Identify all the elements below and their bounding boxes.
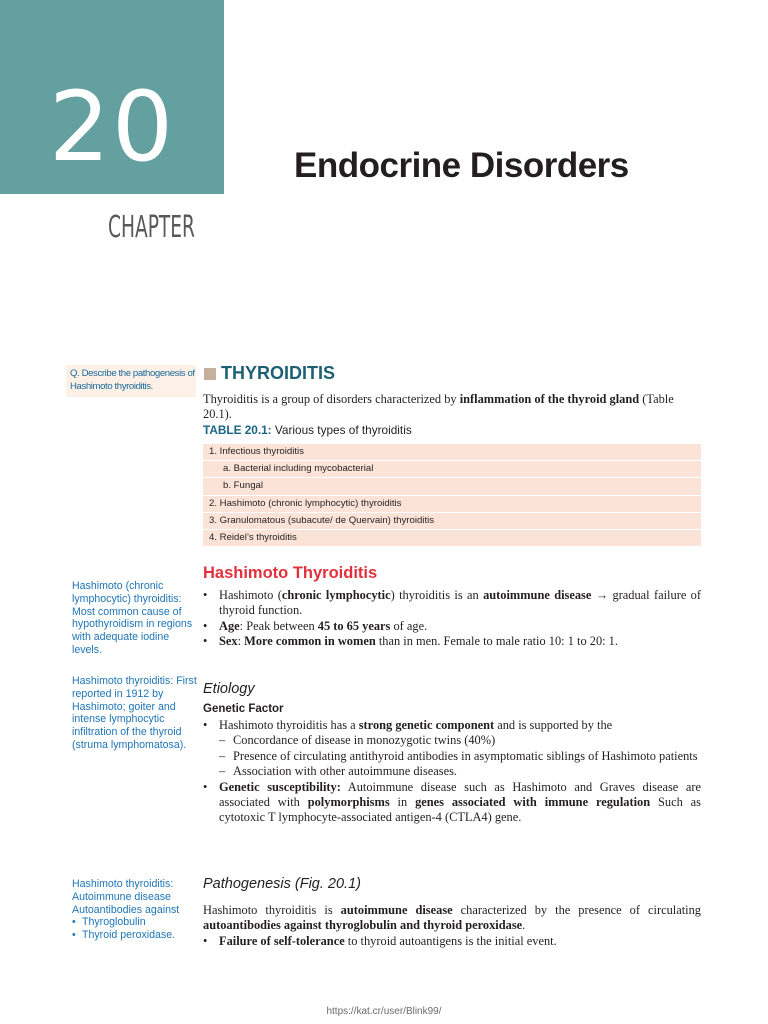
intro-text: Thyroiditis is a group of disorders characterized by (203, 392, 460, 406)
table-label: TABLE 20.1: (203, 423, 272, 437)
thyroiditis-table (203, 444, 701, 547)
pathogenesis-paragraph: Hashimoto thyroiditis is autoimmune disease characterized by the presence of circulating autoantibodies against thyroglobulin and thyroid peroxidase. (203, 903, 702, 933)
table-row: 1. Infectious thyroiditis (203, 444, 701, 461)
bullet-item: • Sex: More common in women than in men. Female to male ratio 10: 1 to 20: 1. (203, 634, 701, 649)
chapter-title: Endocrine Disorders (294, 146, 629, 185)
section-intro (203, 392, 701, 423)
bullet-item: • Failure of self-tolerance to thyroid autoantigens is the initial event. (203, 934, 701, 949)
bullet-item: • Genetic susceptibility: Autoimmune disease such as Hashimoto and Graves disease are associated with polymorphisms in genes associated with immune regulation Such as cytotoxic T lymphocyte-associated antigen-4 (CTLA4) gene. (203, 780, 701, 826)
table-row: 2. Hashimoto (chronic lymphocytic) thyroiditis (203, 496, 701, 513)
side-note-autoantibodies-intro: Hashimoto thyroiditis: Autoimmune disease Autoantibodies against (72, 878, 180, 916)
dash-item: – Association with other autoimmune diseases. (219, 764, 701, 779)
side-note-hashimoto-history: Hashimoto thyroiditis: First reported in 1912 by Hashimoto; goiter and intense lymphocytic infiltration of the thyroid (struma lymphomatosa). (72, 675, 197, 751)
hashimoto-bullets (203, 588, 701, 650)
table-caption-text: Various types of thyroiditis (271, 423, 412, 437)
table-caption (203, 423, 412, 437)
dash-item: – Presence of circulating antithyroid antibodies in asymptomatic siblings of Hashimoto patients (219, 749, 701, 764)
bullet-item: • Age: Peak between 45 to 65 years of age. (203, 619, 701, 634)
chapter-label: CHAPTER (108, 210, 195, 245)
dash-item: – Concordance of disease in monozygotic twins (40%) (219, 733, 701, 748)
pathogenesis-heading: Pathogenesis (Fig. 20.1) (203, 876, 361, 892)
table-row: 4. Reidel’s thyroiditis (203, 530, 701, 547)
section-square-icon (204, 368, 216, 380)
bullet-item: • Hashimoto thyroiditis has a strong genetic component and is supported by the – Concordance of disease in monozygotic twins (40%) – Presence of circulating antithyroid antibodies in asymptomatic siblings of Hashimoto patients – Association with other autoimmune diseases. (203, 718, 701, 780)
hashimoto-heading: Hashimoto Thyroiditis (203, 564, 378, 582)
pathogenesis-bullets (203, 934, 701, 949)
genetic-factor-heading: Genetic Factor (203, 703, 284, 715)
table-row: a. Bacterial including mycobacterial (203, 461, 701, 478)
chapter-number-box (0, 0, 224, 194)
section-heading (204, 363, 335, 384)
intro-bold: inflammation of the thyroid gland (459, 392, 640, 406)
side-note-list-item: • Thyroglobulin (72, 916, 197, 929)
dash-list (219, 733, 701, 779)
side-note-autoantibodies-list (72, 916, 197, 942)
intro-text-end: (Table 20.1). (203, 392, 674, 422)
side-note-list-item: • Thyroid peroxidase. (72, 929, 197, 942)
table-row: 3. Granulomatous (subacute/ de Quervain) thyroiditis (203, 513, 701, 530)
etiology-bullets (203, 718, 701, 826)
footer-url: https://kat.cr/user/Blink99/ (326, 1006, 442, 1017)
section-title: THYROIDITIS (221, 363, 336, 383)
side-note-autoantibodies (72, 878, 197, 942)
bullet-item: • Hashimoto (chronic lymphocytic) thyroiditis is an autoimmune disease → gradual failure of thyroid function. (203, 588, 701, 619)
table-row: b. Fungal (203, 478, 701, 495)
side-note-hashimoto-cause: Hashimoto (chronic lymphocytic) thyroiditis: Most common cause of hypothyroidism in regions with adequate iodine levels. (72, 580, 193, 656)
chapter-number: 20 (48, 71, 176, 183)
etiology-heading: Etiology (203, 681, 255, 697)
question-box: Q. Describe the pathogenesis of Hashimoto thyroiditis. (66, 365, 196, 397)
